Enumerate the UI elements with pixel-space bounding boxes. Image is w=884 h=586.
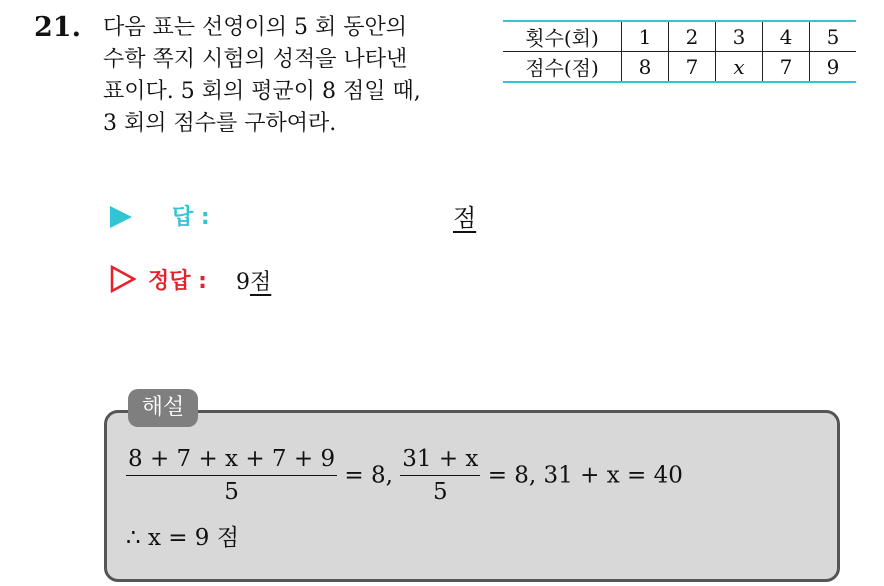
fraction-denominator: 5: [433, 479, 448, 505]
table-row: [503, 21, 856, 52]
fraction: [126, 446, 337, 505]
question-line: 3 회의 점수를 구하여라.: [103, 111, 337, 136]
correct-label: 정답 :: [148, 269, 207, 294]
table-cell: 3: [716, 21, 763, 52]
question-line: 표이다. 5 회의 평균이 8 점일 때,: [103, 79, 421, 104]
solution-tag: 해설: [128, 389, 198, 427]
outline-triangle-icon: [110, 265, 136, 293]
correct-answer-row: [110, 262, 410, 296]
fraction-numerator: 31 + x: [400, 446, 480, 476]
answer-row: [110, 198, 510, 232]
play-triangle-icon: [110, 206, 132, 228]
table-cell: x: [716, 52, 763, 83]
table-cell: 1: [622, 21, 669, 52]
table-cell: 8: [622, 52, 669, 83]
equation-part: = 8,: [344, 462, 393, 489]
answer-unit: 점: [453, 204, 477, 232]
table-row: [503, 52, 856, 83]
table-cell: 7: [763, 52, 810, 83]
table-cell: 5: [810, 21, 857, 52]
row-header: 횟수(회): [503, 21, 622, 52]
table-cell: 4: [763, 21, 810, 52]
equation-part: = 8, 31 + x = 40: [487, 462, 683, 489]
question-number: 21.: [34, 12, 81, 43]
correct-value: [236, 265, 271, 296]
row-header: 점수(점): [503, 52, 622, 83]
question-line: 다음 표는 선영이의 5 회 동안의: [103, 15, 407, 40]
score-table: [503, 20, 856, 83]
question-text: [103, 12, 483, 140]
table-cell: 9: [810, 52, 857, 83]
table-cell: 7: [669, 52, 716, 83]
solution-conclusion: ∴ x = 9 점: [126, 525, 239, 551]
fraction-numerator: 8 + 7 + x + 7 + 9: [126, 446, 337, 476]
table-cell: 2: [669, 21, 716, 52]
question-line: 수학 쪽지 시험의 성적을 나타낸: [103, 47, 408, 72]
fraction: [400, 446, 480, 505]
solution-equation: [126, 446, 683, 505]
correct-number: 9: [236, 270, 250, 295]
fraction-denominator: 5: [224, 479, 239, 505]
correct-unit: 점: [250, 270, 272, 295]
answer-label: 답 :: [172, 205, 210, 230]
